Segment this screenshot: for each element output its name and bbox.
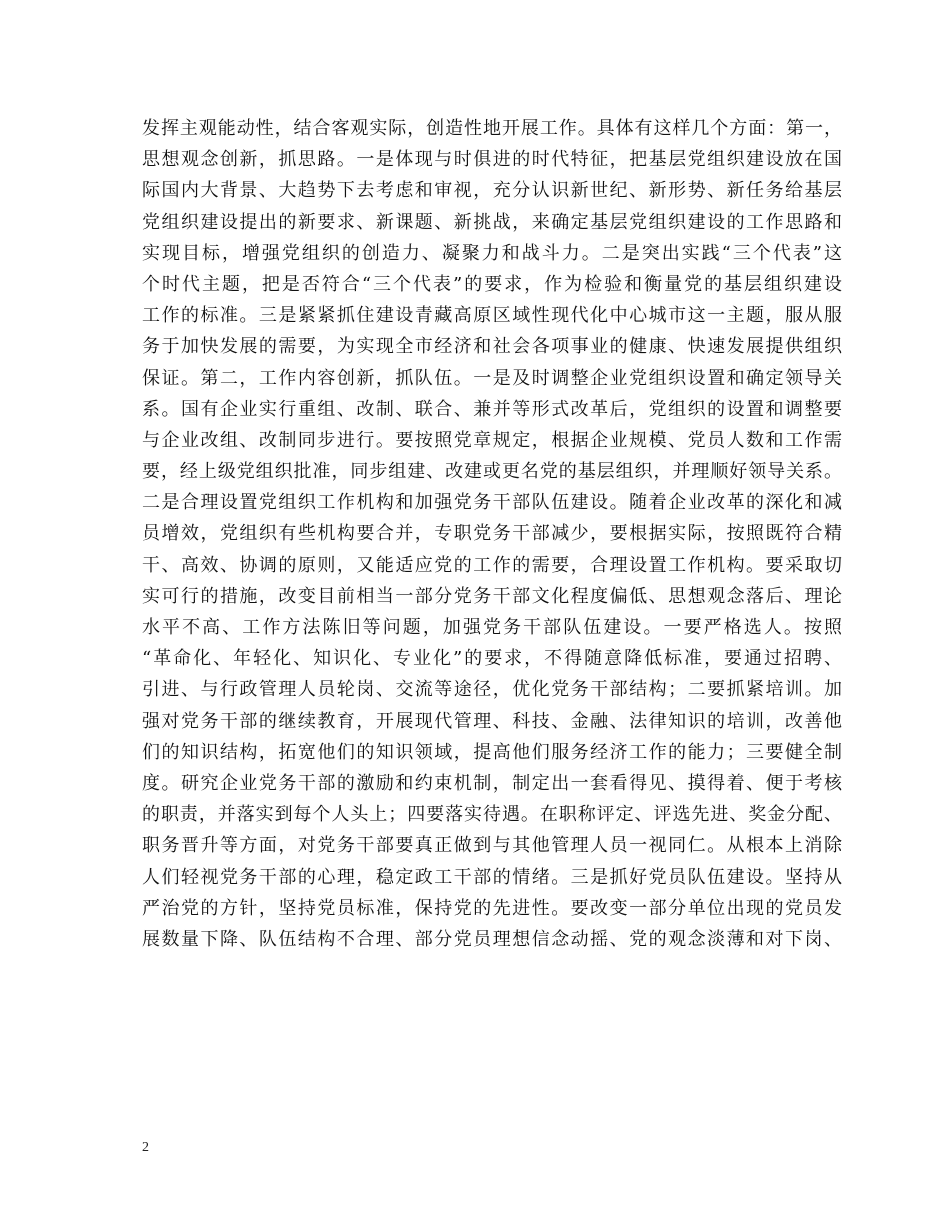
text-line: 要，经上级党组织批准，同步组建、改建或更名党的基层组织，并理顺好领导关系。 bbox=[142, 461, 842, 483]
text-line: 的职责，并落实到每个人头上；四要落实待遇。在职称评定、评选先进、奖金分配、 bbox=[142, 804, 842, 826]
text-line: 们的知识结构，拓宽他们的知识领域，提高他们服务经济工作的能力；三要健全制 bbox=[142, 741, 842, 763]
text-line: 干、高效、协调的原则，又能适应党的工作的需要，合理设置工作机构。要采取切 bbox=[142, 554, 842, 576]
text-line: 务于加快发展的需要，为实现全市经济和社会各项事业的健康、快速发展提供组织 bbox=[142, 336, 842, 358]
text-line: 个时代主题，把是否符合“三个代表”的要求，作为检验和衡量党的基层组织建设 bbox=[142, 273, 842, 295]
text-line: 党组织建设提出的新要求、新课题、新挑战，来确定基层党组织建设的工作思路和 bbox=[142, 211, 842, 233]
text-line: 水平不高、工作方法陈旧等问题，加强党务干部队伍建设。一要严格选人。按照 bbox=[142, 617, 842, 638]
page-number: 2 bbox=[142, 1140, 149, 1155]
text-line: 与企业改组、改制同步进行。要按照党章规定，根据企业规模、党员人数和工作需 bbox=[142, 429, 842, 451]
text-line: 发挥主观能动性，结合客观实际，创造性地开展工作。具体有这样几个方面：第一， bbox=[142, 118, 842, 139]
text-line: 员增效，党组织有些机构要合并，专职党务干部减少，要根据实际，按照既符合精 bbox=[142, 523, 842, 545]
text-line: 人们轻视党务干部的心理，稳定政工干部的情绪。三是抓好党员队伍建设。坚持从 bbox=[142, 866, 842, 888]
text-line: 严治党的方针，坚持党员标准，保持党的先进性。要改变一部分单位出现的党员发 bbox=[142, 897, 842, 919]
text-line: 际国内大背景、大趋势下去考虑和审视，充分认识新世纪、新形势、新任务给基层 bbox=[142, 180, 842, 202]
text-line: 实可行的措施，改变目前相当一部分党务干部文化程度偏低、思想观念落后、理论 bbox=[142, 585, 842, 607]
text-line: 实现目标，增强党组织的创造力、凝聚力和战斗力。二是突出实践“三个代表”这 bbox=[142, 242, 842, 264]
text-line: 引进、与行政管理人员轮岗、交流等途径，优化党务干部结构；二要抓紧培训。加 bbox=[142, 679, 842, 701]
text-line: 职务晋升等方面，对党务干部要真正做到与其他管理人员一视同仁。从根本上消除 bbox=[142, 835, 842, 857]
text-line: 工作的标准。三是紧紧抓住建设青藏高原区域性现代化中心城市这一主题，服从服 bbox=[142, 305, 842, 327]
text-line: 展数量下降、队伍结构不合理、部分党员理想信念动摇、党的观念淡薄和对下岗、 bbox=[142, 928, 842, 950]
text-line: 二是合理设置党组织工作机构和加强党务干部队伍建设。随着企业改革的深化和减 bbox=[142, 492, 842, 514]
text-line: 度。研究企业党务干部的激励和约束机制，制定出一套看得见、摸得着、便于考核 bbox=[142, 772, 842, 794]
text-line: 系。国有企业实行重组、改制、联合、兼并等形式改革后，党组织的设置和调整要 bbox=[142, 398, 842, 420]
text-line: “革命化、年轻化、知识化、专业化”的要求，不得随意降低标准，要通过招聘、 bbox=[142, 648, 842, 670]
text-line: 保证。第二，工作内容创新，抓队伍。一是及时调整企业党组织设置和确定领导关 bbox=[142, 367, 842, 389]
text-line: 强对党务干部的继续教育，开展现代管理、科技、金融、法律知识的培训，改善他 bbox=[142, 710, 842, 732]
body-text bbox=[142, 113, 842, 955]
text-line: 思想观念创新，抓思路。一是体现与时俱进的时代特征，把基层党组织建设放在国 bbox=[142, 149, 842, 171]
